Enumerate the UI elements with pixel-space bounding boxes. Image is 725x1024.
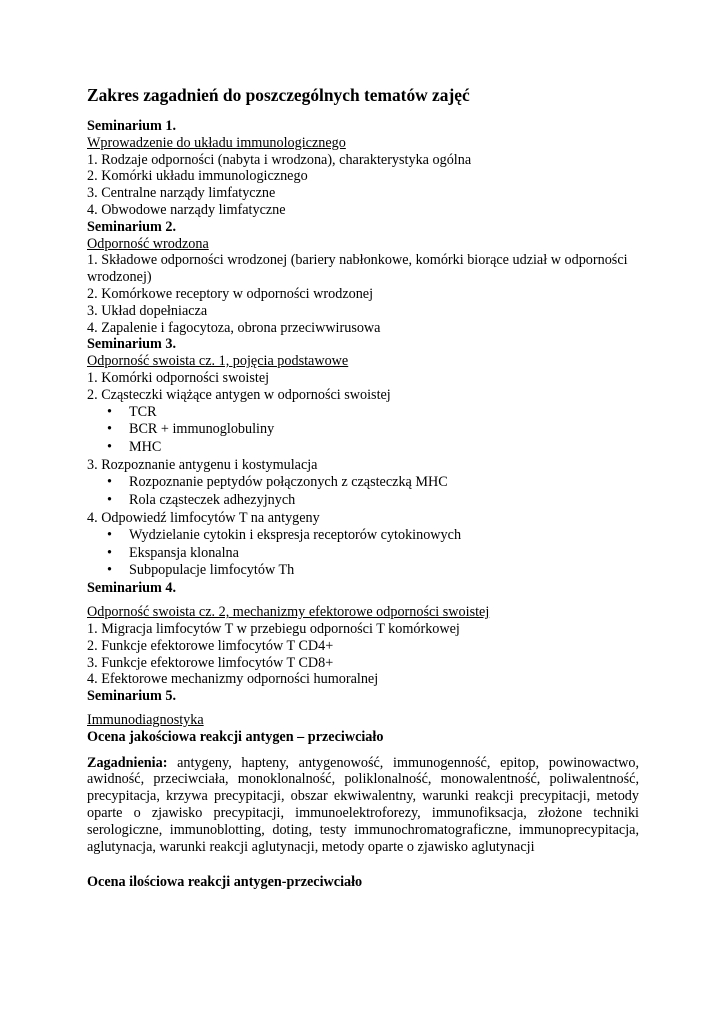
- bullet-icon: •: [107, 439, 112, 456]
- list-item-text: MHC: [129, 439, 162, 456]
- issues-label: Zagadnienia:: [87, 754, 168, 771]
- bullet-icon: •: [107, 562, 112, 579]
- list-item-text: Subpopulacje limfocytów Th: [129, 562, 295, 579]
- issues-text: antygeny, hapteny, antygenowość, immunogenność, epitop, powinowactwo, awidność, przeciwciała, monoklonalność, poliklonalność, monowalentność, poliwalentność, precypitacja, krzywa precypitacji, obszar ekwiwalentny, warunki reakcji precypitacji, metody oparte o zjawisko precypitacji, immunoelektroforezy, immunofiksacja, złożone techniki serologiczne, immunoblotting, doting, testy immunochromatograficzne, immunoprecypitacja, aglutynacja, warunki reakcji aglutynacji, metody oparte o zjawisko aglutynacji: [87, 754, 639, 856]
- bullet-icon: •: [107, 421, 112, 438]
- list-item-text: Rola cząsteczek adhezyjnych: [129, 491, 296, 508]
- list-item: [87, 492, 639, 510]
- seminar-4-item: 4. Efektorowe mechanizmy odporności humoralnej: [87, 671, 379, 688]
- seminar-3-item: 2. Cząsteczki wiążące antygen w odporności swoistej: [87, 386, 391, 403]
- list-item-text: Ekspansja klonalna: [129, 544, 239, 561]
- seminar-4-heading: Seminarium 4.: [87, 580, 177, 597]
- list-item: [87, 404, 639, 422]
- list-item: [87, 562, 639, 580]
- list-item: [87, 439, 639, 457]
- seminar-3-item: 4. Odpowiedź limfocytów T na antygeny: [87, 509, 320, 526]
- seminar-2-item: 2. Komórkowe receptory w odporności wrodzonej: [87, 285, 374, 302]
- seminar-3-sublist-4: [87, 527, 639, 581]
- list-item-text: BCR + immunoglobuliny: [129, 421, 275, 438]
- seminar-2-item: 4. Zapalenie i fagocytoza, obrona przeciwwirusowa: [87, 319, 381, 336]
- seminar-3-item: 1. Komórki odporności swoistej: [87, 369, 270, 386]
- bullet-icon: •: [107, 544, 112, 561]
- list-item: [87, 421, 639, 439]
- seminar-4-item: 3. Funkcje efektorowe limfocytów T CD8+: [87, 654, 334, 671]
- seminar-5-issues: [87, 755, 639, 856]
- seminar-5-subheading: Ocena jakościowa reakcji antygen – przeciwciało: [87, 728, 384, 745]
- list-item-text: Rozpoznanie peptydów połączonych z cząsteczką MHC: [129, 474, 448, 491]
- bullet-icon: •: [107, 526, 112, 543]
- seminar-3-item: 3. Rozpoznanie antygenu i kostymulacja: [87, 457, 318, 474]
- list-item: [87, 527, 639, 545]
- seminar-2-item: 3. Układ dopełniacza: [87, 302, 208, 319]
- bullet-icon: •: [107, 403, 112, 420]
- seminar-5-final-heading: Ocena ilościowa reakcji antygen-przeciwciało: [87, 874, 363, 890]
- seminar-4-item: 1. Migracja limfocytów T w przebiegu odporności T komórkowej: [87, 620, 460, 637]
- seminar-1-heading: Seminarium 1.: [87, 118, 177, 134]
- seminar-1-item: 3. Centralne narządy limfatyczne: [87, 185, 276, 202]
- seminar-1-topic: Wprowadzenie do układu immunologicznego: [87, 134, 346, 151]
- list-item: [87, 474, 639, 492]
- seminar-4-topic: Odporność swoista cz. 2, mechanizmy efektorowe odporności swoistej: [87, 604, 490, 621]
- seminar-3-heading: Seminarium 3.: [87, 336, 177, 353]
- seminar-4-item: 2. Funkcje efektorowe limfocytów T CD4+: [87, 637, 334, 654]
- seminar-5-heading: Seminarium 5.: [87, 688, 177, 705]
- list-item: [87, 545, 639, 563]
- seminar-5-topic: Immunodiagnostyka: [87, 711, 204, 728]
- bullet-icon: •: [107, 474, 112, 491]
- seminar-3-sublist-2: [87, 404, 639, 458]
- page-title: Zakres zagadnień do poszczególnych tematów zajęć: [87, 85, 470, 105]
- seminar-2-heading: Seminarium 2.: [87, 218, 177, 235]
- document-page: [87, 84, 639, 891]
- list-item-text: TCR: [129, 403, 157, 420]
- seminar-1-item: 2. Komórki układu immunologicznego: [87, 168, 308, 185]
- seminar-1-item: 1. Rodzaje odporności (nabyta i wrodzona), charakterystyka ogólna: [87, 151, 472, 168]
- seminar-1-item: 4. Obwodowe narządy limfatyczne: [87, 201, 286, 218]
- bullet-icon: •: [107, 491, 112, 508]
- seminar-2-item: 1. Składowe odporności wrodzonej (bariery nabłonkowe, komórki biorące udział w odporności wrodzonej): [87, 252, 628, 286]
- seminar-3-sublist-3: [87, 474, 639, 510]
- seminar-2-topic: Odporność wrodzona: [87, 235, 209, 252]
- seminar-3-topic: Odporność swoista cz. 1, pojęcia podstawowe: [87, 353, 349, 370]
- list-item-text: Wydzielanie cytokin i ekspresja receptorów cytokinowych: [129, 526, 462, 543]
